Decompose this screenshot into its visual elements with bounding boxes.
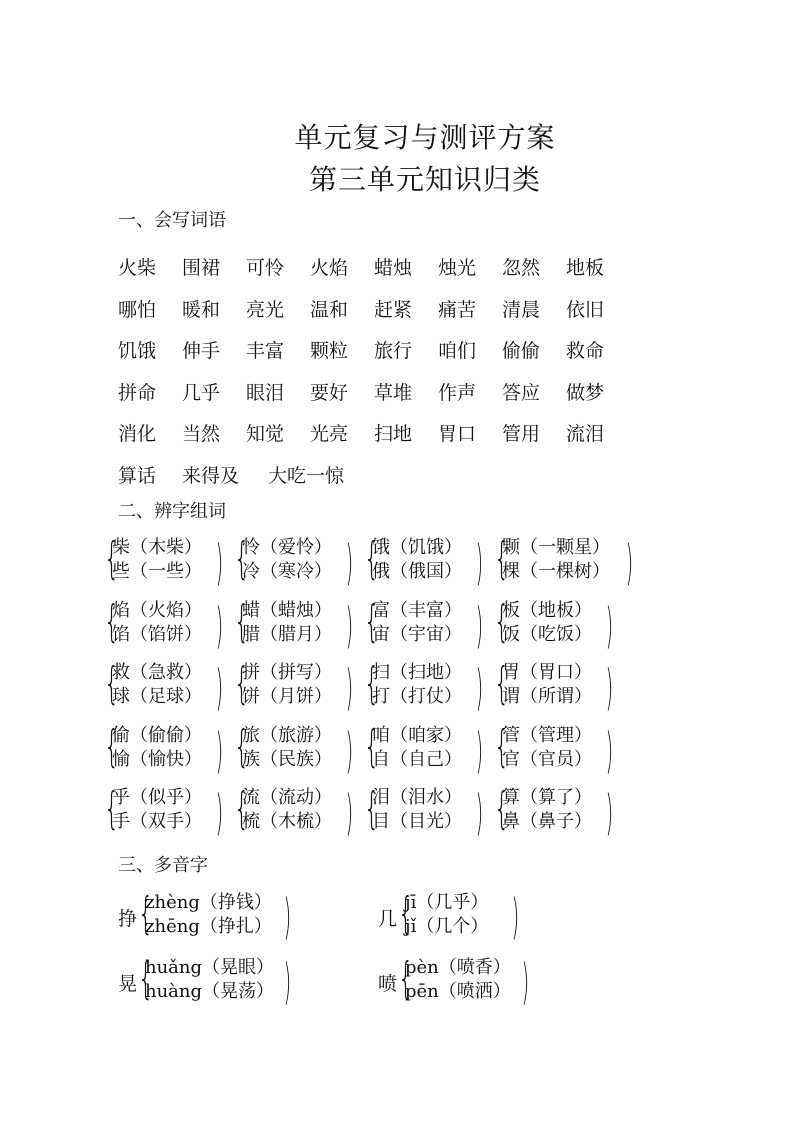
section-heading-polyphones: 三、多音字 <box>118 855 208 876</box>
word: 流泪 <box>566 423 605 446</box>
pair-line: 冷（寒冷） <box>242 561 332 582</box>
word: 哪怕 <box>118 298 157 321</box>
pair-line: 腊（腊月） <box>242 623 332 645</box>
right-bracket: ) <box>283 954 292 1010</box>
right-bracket: ) <box>521 954 530 1010</box>
word: 几乎 <box>182 381 221 404</box>
char-pair <box>234 595 364 654</box>
pair-line: 板（地板） <box>502 599 592 621</box>
pair-line: 手（双手） <box>112 811 202 832</box>
word: 旅行 <box>374 340 413 363</box>
pair-line: 扫（扫地） <box>372 662 462 683</box>
pair-line: 救（急救） <box>112 662 202 683</box>
pair-line: 球（足球） <box>112 686 202 707</box>
pair-line: 饿（饥饿） <box>372 537 462 558</box>
left-brace: { <box>364 533 380 584</box>
left-brace: { <box>398 953 414 1004</box>
word-row <box>118 412 678 454</box>
word: 赶紧 <box>374 298 413 321</box>
word-list <box>118 246 678 495</box>
word: 丰富 <box>246 340 285 363</box>
group-row <box>104 597 624 660</box>
char-pair <box>234 658 364 716</box>
left-brace: { <box>494 595 510 647</box>
pair-line: 打（打仗） <box>372 686 462 707</box>
pair-line: 算（算了） <box>502 787 592 808</box>
char-pair <box>104 783 234 841</box>
right-bracket: ) <box>625 535 634 591</box>
right-bracket: ) <box>605 785 614 841</box>
left-brace: { <box>104 658 120 709</box>
char-pair <box>234 533 364 591</box>
pair-line: 焰（火焰） <box>112 599 202 621</box>
right-bracket: ) <box>345 785 354 841</box>
word: 作声 <box>438 381 477 404</box>
pair-line: 胃（胃口） <box>502 662 592 683</box>
word: 扫地 <box>374 423 413 446</box>
right-bracket: ) <box>605 597 614 654</box>
left-brace: { <box>234 533 250 584</box>
polyphone-reading: huǎng（晃眼） <box>145 957 275 978</box>
word: 蜡烛 <box>374 257 413 280</box>
left-brace: { <box>494 658 510 709</box>
word: 痛苦 <box>438 298 477 321</box>
pair-line: 宙（宇宙） <box>372 623 462 645</box>
char-pair <box>364 658 494 716</box>
pair-line: 鼻（鼻子） <box>502 811 592 832</box>
char-pair <box>494 533 634 591</box>
char-pair <box>364 595 494 654</box>
right-bracket: ) <box>475 785 484 841</box>
right-bracket: ) <box>345 597 354 654</box>
pair-line: 富（丰富） <box>372 599 462 621</box>
section-heading-distinguish: 二、辨字组词 <box>118 501 226 522</box>
pair-line: 咱（咱家） <box>372 724 462 746</box>
left-brace: { <box>104 595 120 647</box>
char-pair <box>364 533 494 591</box>
word: 可怜 <box>246 257 285 280</box>
word-row <box>118 454 678 496</box>
word: 温和 <box>310 298 349 321</box>
polyphone-reading: zhèng（挣钱） <box>145 892 272 913</box>
right-bracket: ) <box>475 535 484 591</box>
pair-line: 蜡（蜡烛） <box>242 599 332 621</box>
right-bracket: ) <box>475 597 484 654</box>
word: 饥饿 <box>118 340 157 363</box>
left-brace: { <box>398 888 414 939</box>
group-row <box>104 659 624 722</box>
word: 拼命 <box>118 381 157 404</box>
word: 围裙 <box>182 257 221 280</box>
word: 咱们 <box>438 340 477 363</box>
right-bracket: ) <box>215 535 224 591</box>
left-brace: { <box>234 783 250 834</box>
word: 忽然 <box>502 257 541 280</box>
pair-line: 柴（木柴） <box>112 537 202 558</box>
polyphone-char: 喷 <box>378 973 398 995</box>
word: 伸手 <box>182 340 221 363</box>
pair-line: 怜（爱怜） <box>242 537 332 558</box>
word: 亮光 <box>246 298 285 321</box>
char-pair <box>494 658 624 716</box>
polyphone-reading: jī（几乎） <box>405 892 489 913</box>
pair-line: 管（管理） <box>502 724 592 746</box>
word: 做梦 <box>566 381 605 404</box>
distinguish-groups <box>104 533 634 847</box>
pair-line: 饭（吃饭） <box>502 623 592 645</box>
group-row <box>104 533 634 597</box>
pair-line: 梳（木梳） <box>242 811 332 832</box>
left-brace: { <box>364 658 380 709</box>
pair-line: 偷（偷偷） <box>112 724 202 746</box>
right-bracket: ) <box>215 597 224 654</box>
word: 清晨 <box>502 298 541 321</box>
pair-line: 自（自己） <box>372 748 462 770</box>
right-bracket: ) <box>215 785 224 841</box>
group-row <box>104 784 624 847</box>
left-brace: { <box>104 720 120 772</box>
pair-line: 饼（月饼） <box>242 686 332 707</box>
pair-line: 俄（俄国） <box>372 561 462 582</box>
polyphone-reading: huàng（晃荡） <box>145 981 275 1002</box>
char-pair <box>494 783 624 841</box>
word: 依旧 <box>566 298 605 321</box>
polyphone-reading: jǐ（几个） <box>405 916 489 937</box>
pair-line: 族（民族） <box>242 748 332 770</box>
right-bracket: ) <box>475 722 484 779</box>
char-pair <box>494 595 624 654</box>
group-row <box>104 722 624 785</box>
word: 来得及 <box>182 464 240 487</box>
char-pair <box>104 533 234 591</box>
char-pair <box>364 783 494 841</box>
pair-line: 谓（所谓） <box>502 686 592 707</box>
pair-line: 目（目光） <box>372 811 462 832</box>
left-brace: { <box>364 783 380 834</box>
word: 大吃一惊 <box>268 464 345 487</box>
right-bracket: ) <box>475 660 484 716</box>
left-brace: { <box>138 888 154 939</box>
right-bracket: ) <box>605 722 614 779</box>
right-bracket: ) <box>215 722 224 779</box>
word: 救命 <box>566 340 605 363</box>
pair-line: 拼（拼写） <box>242 662 332 683</box>
word: 管用 <box>502 423 541 446</box>
word: 眼泪 <box>246 381 285 404</box>
page-subtitle: 第三单元知识归类 <box>308 163 541 196</box>
polyphone-reading: pēn（喷洒） <box>405 981 511 1002</box>
right-bracket: ) <box>345 722 354 779</box>
word: 火焰 <box>310 257 349 280</box>
word: 消化 <box>118 423 157 446</box>
right-bracket: ) <box>605 660 614 716</box>
pair-line: 愉（愉快） <box>112 748 202 770</box>
polyphone-reading: pèn（喷香） <box>405 957 511 978</box>
left-brace: { <box>104 783 120 834</box>
word: 要好 <box>310 381 349 404</box>
word: 知觉 <box>246 423 285 446</box>
word-row <box>118 288 678 330</box>
char-pair <box>104 720 234 779</box>
right-bracket: ) <box>283 889 292 945</box>
pair-line: 流（流动） <box>242 787 332 808</box>
pair-line: 颗（一颗星） <box>502 537 610 558</box>
word-row <box>118 329 678 371</box>
pair-line: 棵（一棵树） <box>502 561 610 582</box>
left-brace: { <box>138 953 154 1004</box>
char-pair <box>494 720 624 779</box>
char-pair <box>104 658 234 716</box>
left-brace: { <box>234 658 250 709</box>
char-pair <box>364 720 494 779</box>
left-brace: { <box>234 595 250 647</box>
left-brace: { <box>104 533 120 584</box>
right-bracket: ) <box>345 535 354 591</box>
left-brace: { <box>494 533 510 584</box>
word-row <box>118 371 678 413</box>
polyphone-char: 几 <box>378 908 398 930</box>
char-pair <box>234 720 364 779</box>
left-brace: { <box>494 720 510 772</box>
pair-line: 些（一些） <box>112 561 202 582</box>
word: 当然 <box>182 423 221 446</box>
polyphone-char: 晃 <box>118 973 138 995</box>
word: 胃口 <box>438 423 477 446</box>
char-pair <box>104 595 234 654</box>
polyphone-reading: zhēng（挣扎） <box>145 916 272 937</box>
word: 烛光 <box>438 257 477 280</box>
char-pair <box>234 783 364 841</box>
polyphone-char: 挣 <box>118 908 138 930</box>
word: 偷偷 <box>502 340 541 363</box>
left-brace: { <box>364 720 380 772</box>
right-bracket: ) <box>215 660 224 716</box>
word: 光亮 <box>310 423 349 446</box>
word: 答应 <box>502 381 541 404</box>
word: 颗粒 <box>310 340 349 363</box>
pair-line: 乎（似乎） <box>112 787 202 808</box>
section-heading-words: 一、会写词语 <box>118 210 226 231</box>
page-title: 单元复习与测评方案 <box>294 121 556 154</box>
word: 地板 <box>566 257 605 280</box>
pair-line: 旅（旅游） <box>242 724 332 746</box>
left-brace: { <box>234 720 250 772</box>
word-row <box>118 246 678 288</box>
left-brace: { <box>364 595 380 647</box>
pair-line: 馅（馅饼） <box>112 623 202 645</box>
pair-line: 官（官员） <box>502 748 592 770</box>
left-brace: { <box>494 783 510 834</box>
word: 算话 <box>118 464 157 487</box>
word: 草堆 <box>374 381 413 404</box>
right-bracket: ) <box>511 889 520 945</box>
word: 火柴 <box>118 257 157 280</box>
pair-line: 泪（泪水） <box>372 787 462 808</box>
word: 暖和 <box>182 298 221 321</box>
right-bracket: ) <box>345 660 354 716</box>
